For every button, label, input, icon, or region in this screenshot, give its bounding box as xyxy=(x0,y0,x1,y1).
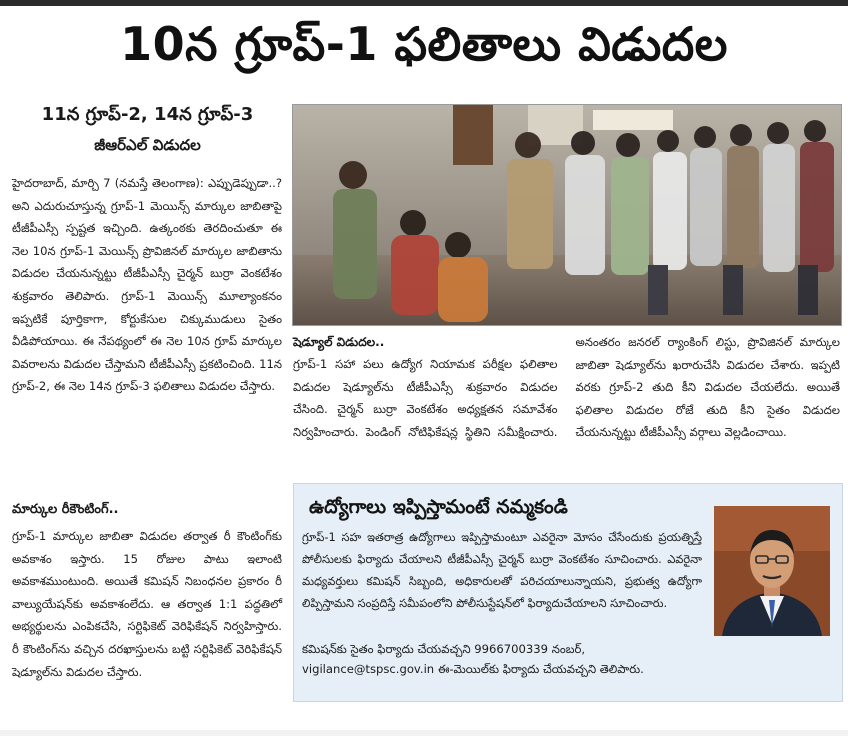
warning-box-email-line: vigilance@tspsc.gov.in ఈ-మెయిల్‌కు ఫిర్యాదు చేయవచ్చని తెలిపారు. xyxy=(302,662,644,676)
intro-paragraph: హైదరాబాద్, మార్చి 7 (నమస్తే తెలంగాణ): ఎప్పుడెప్పుడా..? అని ఎదురుచూస్తున్న గ్రూప్-1 మెయిన్స్ మార్కుల జాబితాపై టీజీపీఎస్సీ స్పష్టత ఇచ్చింది. ఉత్కంఠకు తెరదించుతూ ఈ నెల 10న గ్రూప్-1 మెయిన్స్ ప్రొవిజినల్ మార్కుల జాబితాను విడుదల చేయనున్నట్టు టీజీపీఎస్సీ చైర్మన్ బుర్రా వెంకటేశం శుక్రవారం తెలిపారు. గ్రూప్-1 మెయిన్స్ మూల్యాంకనం ఇప్పటికే పూర్తికాగా, కోర్టుకేసుల చిక్కుముడులు సైతం వీడిపోయాయి. ఈ నేపథ్యంలో ఈ నెల 10న గ్రూప్ మార్కుల వివరాలను విడుదల చేస్తామని టీజీపీఎస్సీ ప్రకటించింది. 11న గ్రూప్-2, ఈ నెల 14న గ్రూప్-3 ఫలితాలు విడుదల చేస్తారు. xyxy=(12,176,282,394)
schedule-paragraph-part1 xyxy=(293,331,840,463)
top-rule xyxy=(0,0,848,6)
warning-box-paragraph: గ్రూప్-1 సహ ఇతరాత్ర ఉద్యోగాలు ఇప్పిస్తామంటూ ఎవరైనా మోసం చేసేందుకు ప్రయత్నిస్తే పోలీసులకు ఫిర్యాదు చేయాలని టీజీపీఎస్సీ చైర్మన్ బుర్రా వెంకటేశం సూచించారు. ఎవరైనా మధ్యవర్తులు కమిషన్ సిబ్బంది, అధికారులతో పరిచయాలున్నాయని, ప్రభుత్వ ఉద్యోగా లిప్పిస్తామని సంప్రదిస్తే సమీపంలోని పోలీసుస్టేషన్‌లో ఫిర్యాదుచేయాలని సూచించారు. xyxy=(302,530,702,610)
headline: 10న గ్రూప్-1 ఫలితాలు విడుదల xyxy=(120,17,728,71)
warning-box-title: ఉద్యోగాలు ఇప్పిస్తామంటే నమ్మకండి xyxy=(309,496,568,518)
warning-box-phone-line: కమిషన్‌కు సైతం ఫిర్యాదు చేయవచ్చని 9966700339 నంబర్, xyxy=(302,642,586,656)
recounting-paragraph: గ్రూప్-1 మార్కుల జాబితా విడుదల తర్వాత రీ కౌంటింగ్‌కు అవకాశం ఇస్తారు. 15 రోజుల పాటు ఇలాంటి అవకాశముంటుంది. అయితే కమిషన్ నిబంధనల ప్రకారం రీ వాల్యుయేషన్‌కు అవకాశంలేదు. ఆ తర్వాత 1:1 పద్ధతిలో అభ్యర్థులను ఎంపికచేసి, సర్టిఫికెట్ వెరిఫికేషన్ నిర్వహిస్తారు. రీ కౌంటింగ్‌ను వచ్చిన దరఖాస్తులను బట్టి సర్టిఫికెట్ వెరిఫికేషన్ షెడ్యూల్‌ను విడుదల చేస్తారు. xyxy=(12,529,282,679)
candidates-queue-photo xyxy=(292,104,842,326)
chairman-portrait xyxy=(714,506,830,636)
schedule-paragraph: గ్రూప్-1 సహా పలు ఉద్యోగ నియామక పరీక్షల ఫలితాల విడుదల షెడ్యూల్‌ను టీజీపీఎస్సీ శుక్రవారం విడుదల చేసింది. చైర్మన్ బుర్రా వెంకటేశం అధ్యక్షతన సమావేశం నిర్వహించారు. పెండింగ్ నోటిఫికేషన్ల స్థితిని సమీక్షించారు. అనంతరం జనరల్ ర్యాంకింగ్ లిస్టు, ప్రొవిజినల్ మార్కుల జాబితా షెడ్యూల్‌ను ఖరారుచేసి విడుదల చేశారు. ఇప్పటి వరకు గ్రూప్-2 తుది కీని విడుదల చేయలేదు. అయితే ఫలితాల విడుదల రోజే తుది కీని సైతం విడుదల చేయనున్నట్టు టీజీపీఎస్సీ వర్గాలు వెల్లడించాయి. xyxy=(293,335,840,440)
bottom-rule xyxy=(0,730,848,736)
subheading-grl: జీఆర్ఎల్ విడుదల xyxy=(94,136,201,154)
subheading-dates: 11న గ్రూప్-2, 14న గ్రూప్-3 xyxy=(41,104,254,125)
warning-box xyxy=(293,483,843,702)
recounting-heading: మార్కుల రీకౌంటింగ్.. xyxy=(12,502,119,517)
schedule-heading: షెడ్యూల్ విడుదల.. xyxy=(293,335,385,349)
schedule-heading-spacer xyxy=(293,331,558,353)
